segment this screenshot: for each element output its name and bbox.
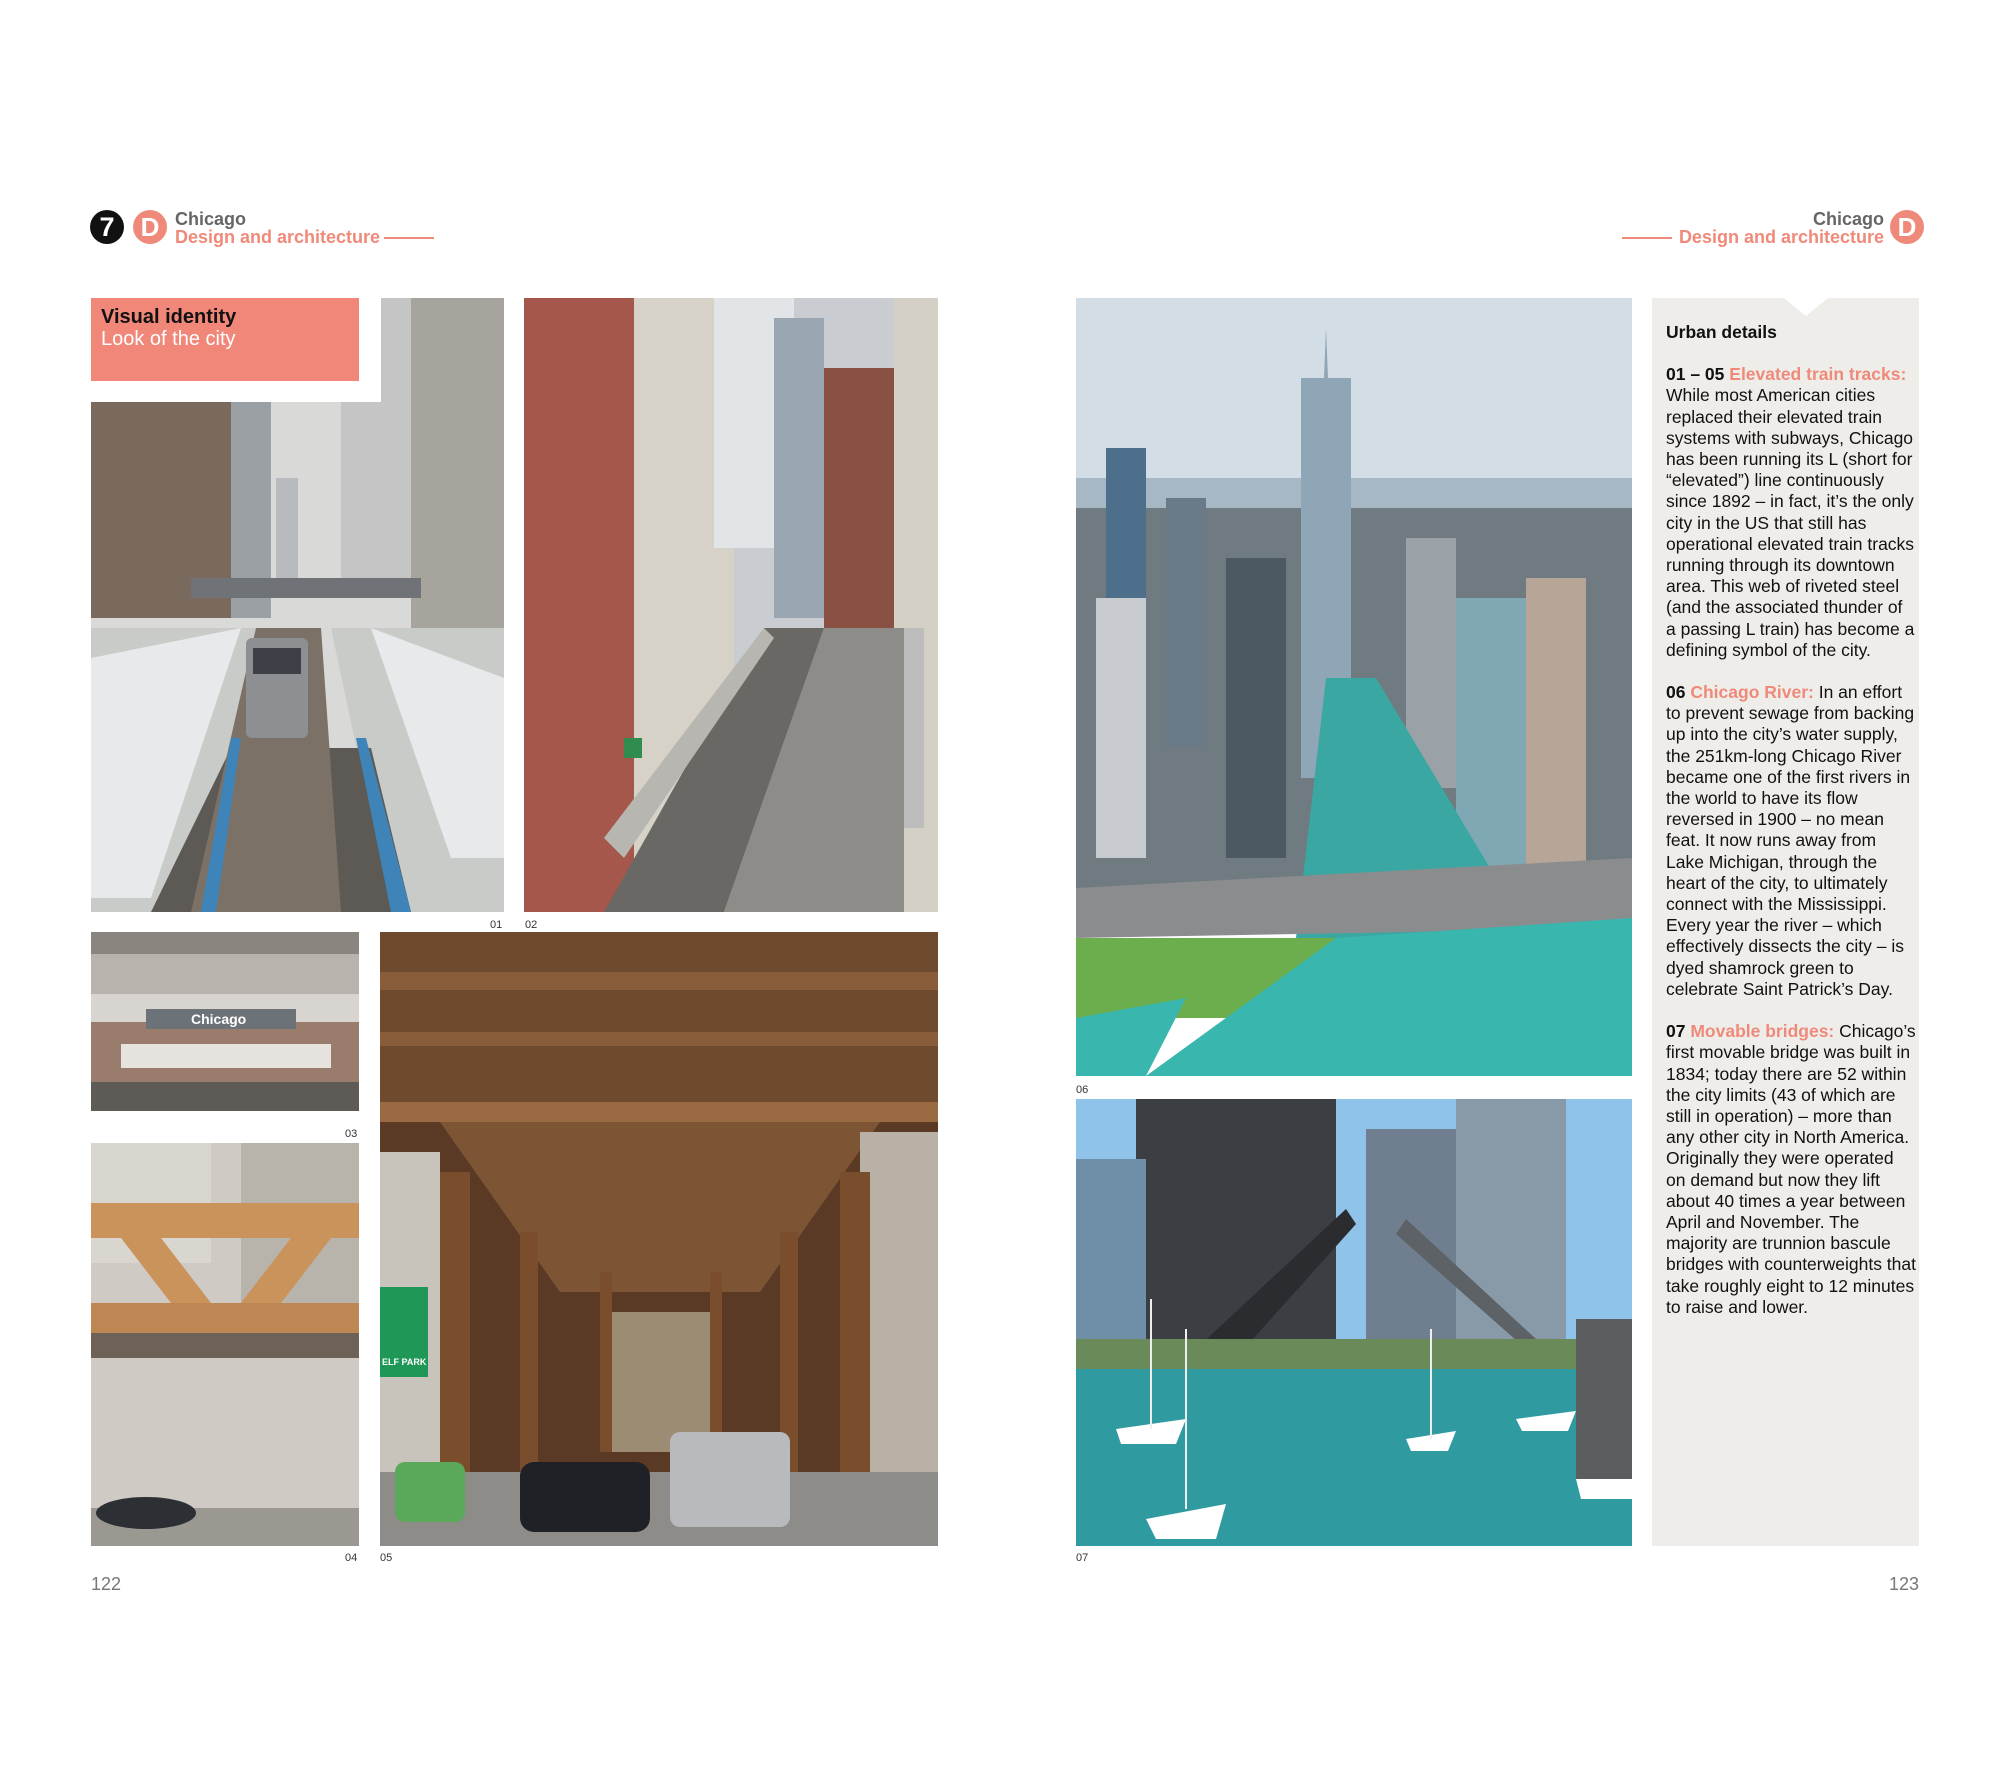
section-label-box [91, 298, 359, 381]
page-number-right: 123 [1888, 1574, 1919, 1594]
photo-number: 07 [1076, 1552, 1089, 1564]
photo-05-under-elevated-tracks [380, 932, 938, 1546]
entry-number: 01 – 05 [1666, 364, 1725, 385]
header-city: Chicago [175, 209, 247, 229]
header-rule [384, 237, 434, 239]
photo-03-station-sign [91, 932, 359, 1111]
photo-number: 04 [345, 1552, 358, 1564]
photo-number: 03 [345, 1128, 358, 1140]
entry-number: 07 [1666, 1021, 1686, 1042]
chapter-number-badge: 7 [90, 210, 124, 244]
urban-details-sidebar [1652, 298, 1919, 1546]
page-number-left: 122 [91, 1574, 122, 1594]
entry-body: Chicago’s first movable bridge was built in 1834; today there are 52 within the city limits (43 of which are still in operation) – more than any other city in North America. Originally they were operated on demand but now they lift about 40 times a year between April and November. The majority are trunnion bascule bridges with counterweights that take roughly eight to 12 minutes to raise and lower. [1666, 1021, 1916, 1317]
sidebar-heading: Urban details [1666, 322, 1777, 342]
sidebar-entry [1666, 1021, 1916, 1318]
station-sign-text: Chicago [191, 1011, 247, 1027]
parking-sign-text: ELF PARK [382, 1357, 427, 1367]
entry-body: While most American cities replaced their elevated train systems with subways, Chicago has been running its L (short for “elevated”) line continuously since 1892 – in fact, it’s the only city in the US that still has operational elevated train tracks running through its downtown area. This web of riveted steel (and the associated thunder of a passing L train) has become a defining symbol of the city. [1666, 385, 1915, 660]
header-section: Design and architecture [175, 227, 381, 247]
photo-number: 02 [525, 919, 538, 931]
sidebar-notch [1784, 298, 1828, 316]
label-subtitle: Look of the city [101, 328, 236, 350]
entry-title: Elevated train tracks: [1729, 364, 1907, 385]
photo-04-steel-truss [91, 1143, 359, 1546]
header-city: Chicago [1812, 209, 1884, 229]
label-title: Visual identity [101, 306, 237, 328]
entry-title: Movable bridges: [1690, 1021, 1835, 1042]
section-letter-badge: D [1890, 210, 1924, 244]
photo-number: 01 [490, 919, 503, 931]
photo-06-chicago-river-aerial [1076, 298, 1632, 1076]
photo-02-street-elevated-train [524, 298, 938, 912]
header-rule [1622, 237, 1672, 239]
photo-number: 06 [1076, 1084, 1089, 1096]
sidebar-entry [1666, 364, 1916, 661]
sidebar-entry [1666, 682, 1916, 1000]
section-letter-badge: D [133, 210, 167, 244]
photo-number: 05 [380, 1552, 393, 1564]
entry-body: In an effort to prevent sewage from backing up into the city’s water supply, the 251km-long Chicago River became one of the first rivers in the world to have its flow reversed in 1900 – no mean feat. It now runs away from Lake Michigan, through the heart of the city, to ultimately connect with the Mississippi. Every year the river – which effectively dissects the city – is dyed shamrock green to celebrate Saint Patrick’s Day. [1666, 682, 1915, 999]
entry-title: Chicago River: [1690, 682, 1814, 703]
header-section: Design and architecture [1678, 227, 1884, 247]
entry-number: 06 [1666, 682, 1686, 703]
photo-07-movable-bridges [1076, 1099, 1632, 1546]
